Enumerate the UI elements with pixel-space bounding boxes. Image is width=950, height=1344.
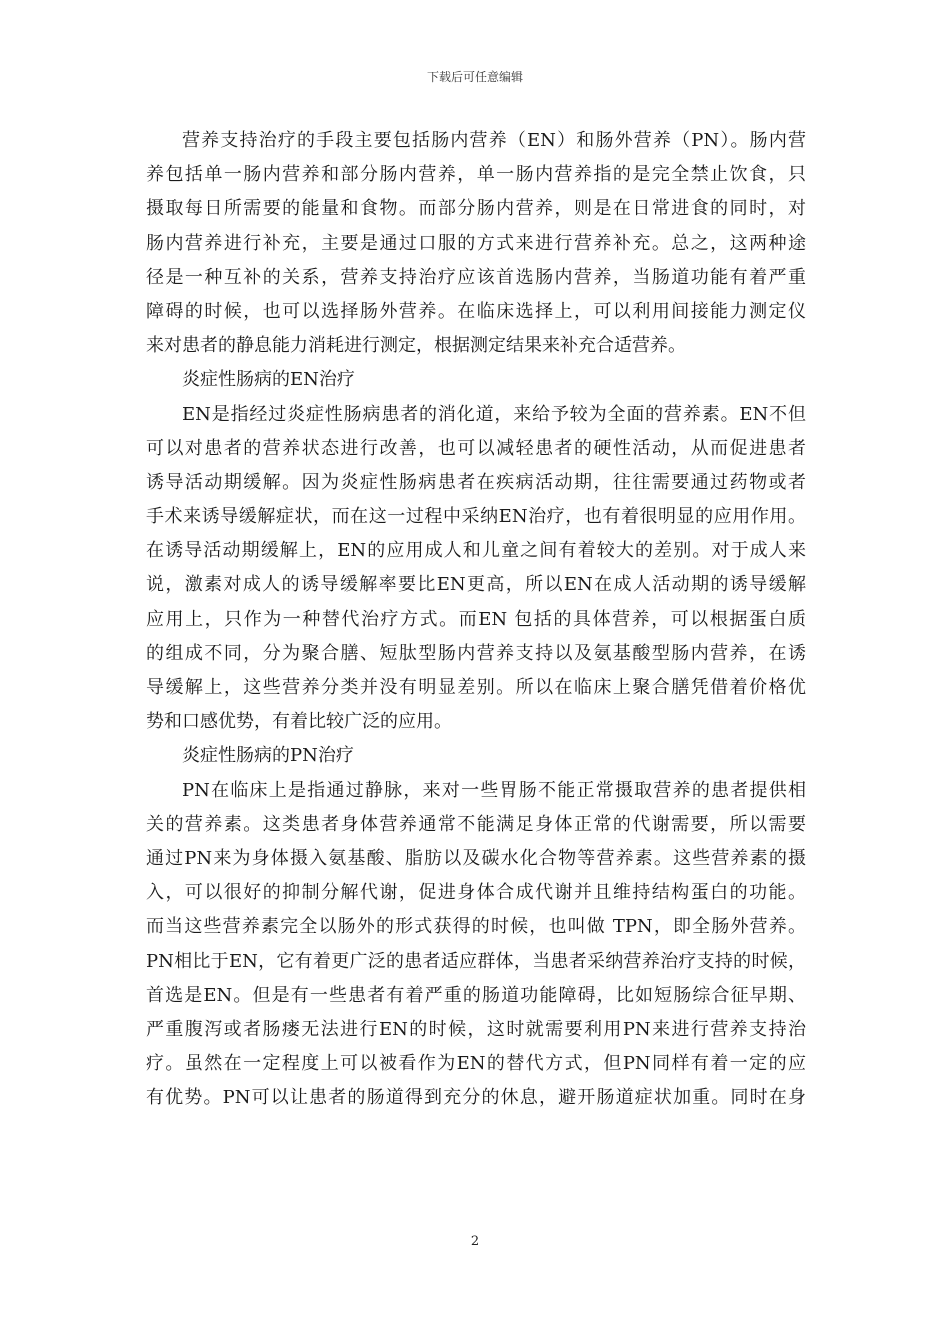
section-heading-pn <box>146 739 806 773</box>
text-line: 导缓解上，这些营养分类并没有明显差别。所以在临床上聚合膳凭借着价格优 <box>146 677 806 698</box>
text-line: 营养支持治疗的手段主要包括肠内营养（EN）和肠外营养（PN）。肠内营 <box>182 130 806 151</box>
text-line: 而当这些营养素完全以肠外的形式获得的时候，也叫做 TPN，即全肠外营养。 <box>146 916 806 938</box>
paragraph-pn-treatment <box>146 774 806 1116</box>
text-line: EN是指经过炎症性肠病患者的消化道，来给予较为全面的营养素。EN不但 <box>182 403 806 425</box>
page-number: 2 <box>470 1234 480 1249</box>
text-line: 养包括单一肠内营养和部分肠内营养，单一肠内营养指的是完全禁止饮食，只 <box>146 164 806 186</box>
text-line: 的组成不同，分为聚合膳、短肽型肠内营养支持以及氨基酸型肠内营养，在诱 <box>146 642 806 664</box>
text-line: 可以对患者的营养状态进行改善，也可以减轻患者的硬性活动，从而促进患者 <box>146 437 806 459</box>
text-line: 入，可以很好的抑制分解代谢，促进身体合成代谢并且维持结构蛋白的功能。 <box>146 882 806 904</box>
text-line: 摄取每日所需要的能量和食物。而部分肠内营养，则是在日常进食的同时，对 <box>146 198 806 220</box>
text-line: 有优势。PN可以让患者的肠道得到充分的休息，避开肠道症状加重。同时在身 <box>146 1087 806 1109</box>
section-heading-en <box>146 363 806 397</box>
heading-text: 炎症性肠病的EN治疗 <box>182 369 355 391</box>
paragraph-nutrition-support <box>146 124 806 363</box>
text-line: 径是一种互补的关系，营养支持治疗应该首选肠内营养，当肠道功能有着严重 <box>146 266 806 288</box>
text-line: 应用上，只作为一种替代治疗方式。而EN 包括的具体营养，可以根据蛋白质 <box>146 608 806 630</box>
text-line: PN相比于EN，它有着更广泛的患者适应群体，当患者采纳营养治疗支持的时候， <box>146 950 806 972</box>
text-line: 诱导活动期缓解。因为炎症性肠病患者在疾病活动期，往往需要通过药物或者 <box>146 471 806 493</box>
page-header: 下载后可任意编辑 <box>426 70 523 84</box>
document-body <box>146 124 806 1115</box>
text-line: 来对患者的静息能力消耗进行测定，根据测定结果来补充合适营养。 <box>146 335 686 357</box>
text-line: 说，激素对成人的诱导缓解率要比EN更高，所以EN在成人活动期的诱导缓解 <box>146 574 806 596</box>
text-line: 关的营养素。这类患者身体营养通常不能满足身体正常的代谢需要，所以需要 <box>146 813 806 835</box>
paragraph-en-treatment <box>146 398 806 740</box>
text-line: 严重腹泻或者肠瘘无法进行EN的时候，这时就需要利用PN来进行营养支持治 <box>146 1018 806 1040</box>
heading-text: 炎症性肠病的PN治疗 <box>182 745 354 767</box>
text-line: 肠内营养进行补充，主要是通过口服的方式来进行营养补充。总之，这两种途 <box>146 232 806 254</box>
text-line: 通过PN来为身体摄入氨基酸、脂肪以及碳水化合物等营养素。这些营养素的摄 <box>146 847 806 869</box>
text-line: 手术来诱导缓解症状，而在这一过程中采纳EN治疗，也有着很明显的应用作用。 <box>146 506 806 528</box>
text-line: 首选是EN。但是有一些患者有着严重的肠道功能障碍，比如短肠综合征早期、 <box>146 984 806 1006</box>
text-line: 势和口感优势，有着比较广泛的应用。 <box>146 711 452 733</box>
text-line: PN在临床上是指通过静脉，来对一些胃肠不能正常摄取营养的患者提供相 <box>182 779 806 801</box>
text-line: 障碍的时候，也可以选择肠外营养。在临床选择上，可以利用间接能力测定仪 <box>146 300 806 322</box>
text-line: 在诱导活动期缓解上，EN的应用成人和儿童之间有着较大的差别。对于成人来 <box>146 540 806 562</box>
text-line: 疗。虽然在一定程度上可以被看作为EN的替代方式，但PN同样有着一定的应 <box>146 1053 806 1075</box>
